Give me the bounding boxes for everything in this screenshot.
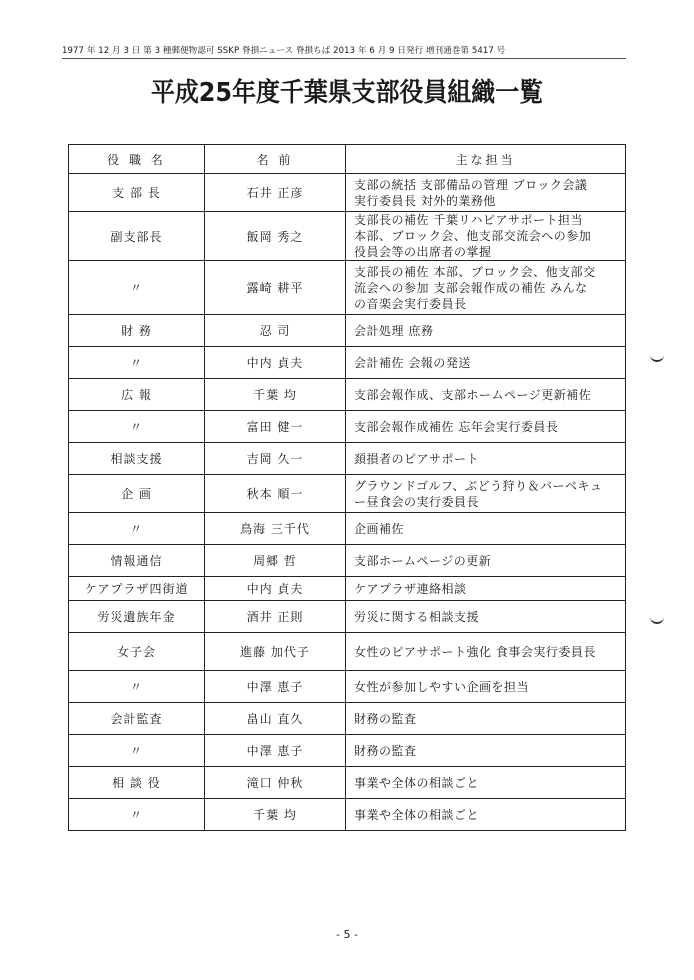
duty-line: 役員会等の出席者の掌握 <box>354 245 492 259</box>
duty-line: ー昼食会の実行委員長 <box>354 494 480 509</box>
officer-role: 〃 <box>69 799 205 831</box>
duty-line: グラウンドゴルフ、ぶどう狩り＆バーベキュ <box>354 478 603 493</box>
table-row <box>69 633 626 671</box>
officer-role: 労災遺族年金 <box>69 601 205 633</box>
officer-role: 企 画 <box>69 475 205 513</box>
column-header-name: 名 前 <box>205 145 346 174</box>
officer-duty <box>346 633 626 671</box>
punch-hole-mark <box>650 352 664 362</box>
officer-role: 〃 <box>69 261 205 315</box>
table-row <box>69 601 626 633</box>
officer-name: 忍 司 <box>205 315 346 347</box>
officer-name: 富田 健一 <box>205 411 346 443</box>
table-header-row <box>69 145 626 174</box>
officer-role: 〃 <box>69 671 205 703</box>
table-row <box>69 261 626 315</box>
duty-line: 支部会報作成補佐 忘年会実行委員長 <box>354 419 559 434</box>
officer-duty <box>346 545 626 577</box>
officer-role: 会計監査 <box>69 703 205 735</box>
table-row <box>69 735 626 767</box>
duty-line: 事業や全体の相談ごと <box>354 775 480 790</box>
officer-name: 滝口 仲秋 <box>205 767 346 799</box>
officer-duty <box>346 703 626 735</box>
table-row <box>69 767 626 799</box>
column-header-role: 役 職 名 <box>69 145 205 174</box>
officer-name: 鳥海 三千代 <box>205 513 346 545</box>
officer-role: 情報通信 <box>69 545 205 577</box>
officer-name: 露崎 耕平 <box>205 261 346 315</box>
officer-role: ケアプラザ四街道 <box>69 577 205 601</box>
officer-name: 中澤 恵子 <box>205 735 346 767</box>
duty-line: 実行委員長 対外的業務他 <box>354 193 496 208</box>
duty-line: 会計補佐 会報の発送 <box>354 355 471 370</box>
duty-line: 労災に関する相談支援 <box>354 609 480 624</box>
officer-duty <box>346 379 626 411</box>
officer-name: 飯岡 秀之 <box>205 212 346 261</box>
officer-role: 相談支援 <box>69 443 205 475</box>
punch-hole-mark <box>650 614 664 624</box>
table-row <box>69 411 626 443</box>
officer-duty <box>346 671 626 703</box>
duty-line: 本部、ブロック会、他支部交流会への参加 <box>354 229 592 243</box>
officer-duty <box>346 735 626 767</box>
officer-role: 広 報 <box>69 379 205 411</box>
duty-line: 財務の監査 <box>354 743 417 758</box>
officer-role: 相 談 役 <box>69 767 205 799</box>
duty-line: 支部長の補佐 本部、ブロック会、他支部交 <box>354 264 596 279</box>
officer-role: 支 部 長 <box>69 174 205 212</box>
officer-duty <box>346 315 626 347</box>
table-row <box>69 379 626 411</box>
officer-name: 秋本 順一 <box>205 475 346 513</box>
table-row <box>69 315 626 347</box>
officer-duty <box>346 443 626 475</box>
officers-table <box>68 144 626 831</box>
officer-role: 〃 <box>69 411 205 443</box>
officer-role: 副支部長 <box>69 212 205 261</box>
officer-role: 女子会 <box>69 633 205 671</box>
officer-duty <box>346 411 626 443</box>
duty-line: 財務の監査 <box>354 711 417 726</box>
officer-name: 吉岡 久一 <box>205 443 346 475</box>
duty-line: 支部長の補佐 千葉リハピアサポート担当 <box>354 213 583 227</box>
officer-name: 中内 貞夫 <box>205 347 346 379</box>
officer-role: 〃 <box>69 513 205 545</box>
table-row <box>69 799 626 831</box>
table-row <box>69 443 626 475</box>
duty-line: 事業や全体の相談ごと <box>354 807 480 822</box>
officer-duty <box>346 261 626 315</box>
officer-name: 中内 貞夫 <box>205 577 346 601</box>
table-row <box>69 577 626 601</box>
officer-duty <box>346 577 626 601</box>
table-row <box>69 545 626 577</box>
duty-line: 女性が参加しやすい企画を担当 <box>354 679 530 694</box>
column-header-duty: 主な担当 <box>346 145 626 174</box>
officer-role: 〃 <box>69 735 205 767</box>
officer-duty <box>346 799 626 831</box>
table-row <box>69 703 626 735</box>
officer-duty <box>346 767 626 799</box>
table-row <box>69 475 626 513</box>
duty-line: 頚損者のピアサポート <box>354 451 480 466</box>
officer-duty <box>346 174 626 212</box>
table-row <box>69 513 626 545</box>
duty-line: の音楽会実行委員長 <box>354 296 467 311</box>
header-divider <box>62 58 626 59</box>
officer-duty <box>346 475 626 513</box>
officer-duty <box>346 601 626 633</box>
officer-duty <box>346 347 626 379</box>
page-number: - 5 - <box>336 928 358 941</box>
duty-line: 支部ホームページの更新 <box>354 553 492 568</box>
duty-line: 支部の統括 支部備品の管理 ブロック会議 <box>354 177 588 192</box>
officer-duty <box>346 212 626 261</box>
officer-name: 石井 正彦 <box>205 174 346 212</box>
officer-name: 周郷 哲 <box>205 545 346 577</box>
table-row <box>69 671 626 703</box>
duty-line: ケアプラザ連絡相談 <box>354 581 467 596</box>
table-row <box>69 347 626 379</box>
table-row <box>69 174 626 212</box>
document-title: 平成25年度千葉県支部役員組織一覧 <box>150 78 544 108</box>
officer-name: 千葉 均 <box>205 379 346 411</box>
duty-line: 流会への参加 支部会報作成の補佐 みんな <box>354 280 588 295</box>
duty-line: 支部会報作成、支部ホームページ更新補佐 <box>354 387 592 402</box>
officer-name: 中澤 恵子 <box>205 671 346 703</box>
officer-name: 畠山 直久 <box>205 703 346 735</box>
officer-role: 財 務 <box>69 315 205 347</box>
table-row <box>69 212 626 261</box>
duty-line: 女性のピアサポート強化 食事会実行委員長 <box>354 644 596 659</box>
officer-name: 酒井 正則 <box>205 601 346 633</box>
duty-line: 企画補佐 <box>354 521 405 536</box>
newsletter-header: 1977 年 12 月 3 日 第 3 種郵便物認可 SSKP 脊損ニュース 脊損ちば 2013 年 6 月 9 日発行 増刊通巻第 5417 号 <box>62 46 506 56</box>
officer-name: 千葉 均 <box>205 799 346 831</box>
officer-role: 〃 <box>69 347 205 379</box>
officer-duty <box>346 513 626 545</box>
duty-line: 会計処理 庶務 <box>354 323 434 338</box>
officer-name: 進藤 加代子 <box>205 633 346 671</box>
